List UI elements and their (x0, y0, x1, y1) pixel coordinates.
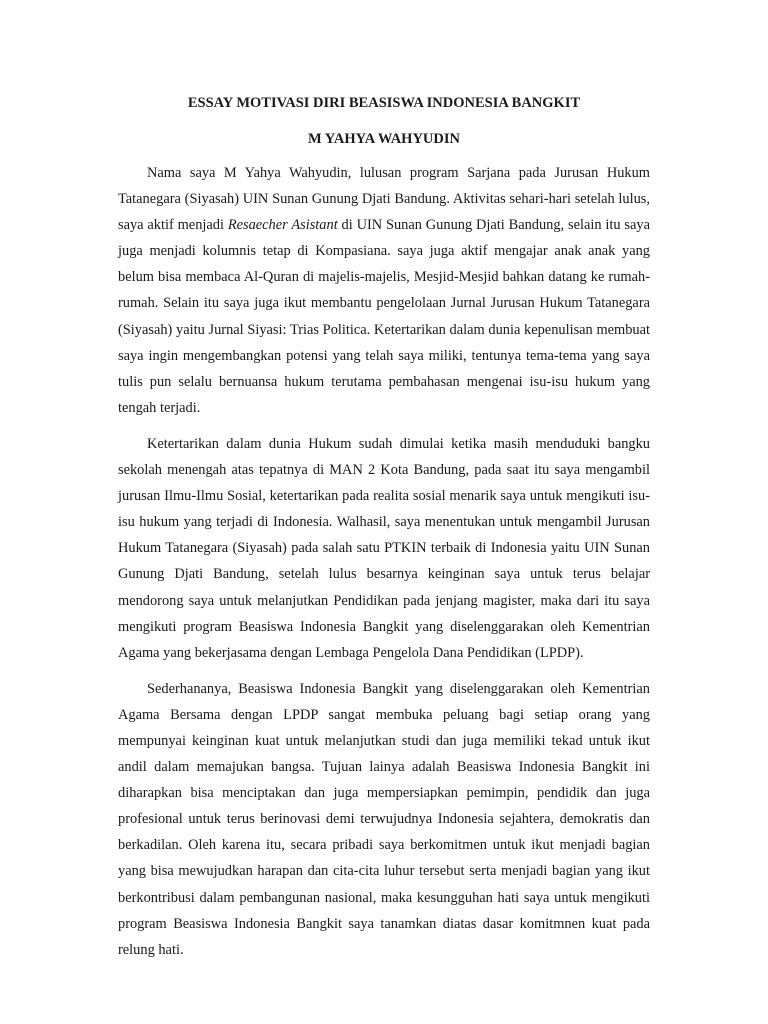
paragraph-1-text-before: Nama saya M Yahya Wahyudin, lulusan program Sarjana pada Jurusan Hukum Tatanegara (Siyasah) UIN Sunan Gunung Djati Bandung. Aktivitas sehari-hari setelah lulus, saya aktif menjadi (118, 165, 650, 234)
paragraph-1 (118, 160, 650, 421)
paragraph-1-text-after: di UIN Sunan Gunung Djati Bandung, selain itu saya juga menjadi kolumnis tetap di Kompasiana. saya juga aktif mengajar anak anak yang belum bisa membaca Al-Quran di majelis-majelis, Mesjid-Mesjid bahkan datang ke rumah-rumah. Selain itu saya juga ikut membantu pengelolaan Jurnal Jurusan Hukum Tatanegara (Siyasah) yaitu Jurnal Siyasi: Trias Politica. Ketertarikan dalam dunia kepenulisan membuat saya ingin mengembangkan potensi yang telah saya miliki, tentunya tema-tema yang saya tulis pun selalu bernuansa hukum terutama pembahasan mengenai isu-isu hukum yang tengah terjadi. (118, 217, 650, 416)
paragraph-2: Ketertarikan dalam dunia Hukum sudah dimulai ketika masih menduduki bangku sekolah menengah atas tepatnya di MAN 2 Kota Bandung, pada saat itu saya mengambil jurusan Ilmu-Ilmu Sosial, ketertarikan pada realita sosial menarik saya untuk mengikuti isu-isu hukum yang terjadi di Indonesia. Walhasil, saya menentukan untuk mengambil Jurusan Hukum Tatanegara (Siyasah) pada salah satu PTKIN terbaik di Indonesia yaitu UIN Sunan Gunung Djati Bandung, setelah lulus besarnya keinginan saya untuk terus belajar mendorong saya untuk melanjutkan Pendidikan pada jenjang magister, maka dari itu saya mengikuti program Beasiswa Indonesia Bangkit yang diselenggarakan oleh Kementrian Agama yang bekerjasama dengan Lembaga Pengelola Dana Pendidikan (LPDP). (118, 435, 650, 661)
document-title: ESSAY MOTIVASI DIRI BEASISWA INDONESIA BANGKIT (187, 95, 581, 111)
paragraph-1-italic-term: Resaecher Asistant (227, 217, 338, 234)
paragraph-3: Sederhananya, Beasiswa Indonesia Bangkit yang diselenggarakan oleh Kementrian Agama Bersama dengan LPDP sangat membuka peluang bagi setiap orang yang mempunyai keinginan kuat untuk melanjutkan studi dan juga memiliki tekad untuk ikut andil dalam memajukan bangsa. Tujuan lainya adalah Beasiswa Indonesia Bangkit ini diharapkan bisa menciptakan dan juga mempersiapkan pemimpin, pendidik dan juga profesional untuk terus berinovasi demi terwujudnya Indonesia sejahtera, demokratis dan berkadilan. Oleh karena itu, secara pribadi saya berkomitmen untuk ikut menjadi bagian yang bisa mewujudkan harapan dan cita-cita luhur tersebut serta menjadi bagian yang ikut berkontribusi dalam pembangunan nasional, maka kesungguhan hati saya untuk mengikuti program Beasiswa Indonesia Bangkit saya tanamkan diatas dasar komitmnen kuat pada relung hati. (118, 680, 650, 958)
essay-body (118, 160, 650, 973)
author-name: M YAHYA WAHYUDIN (307, 131, 460, 147)
